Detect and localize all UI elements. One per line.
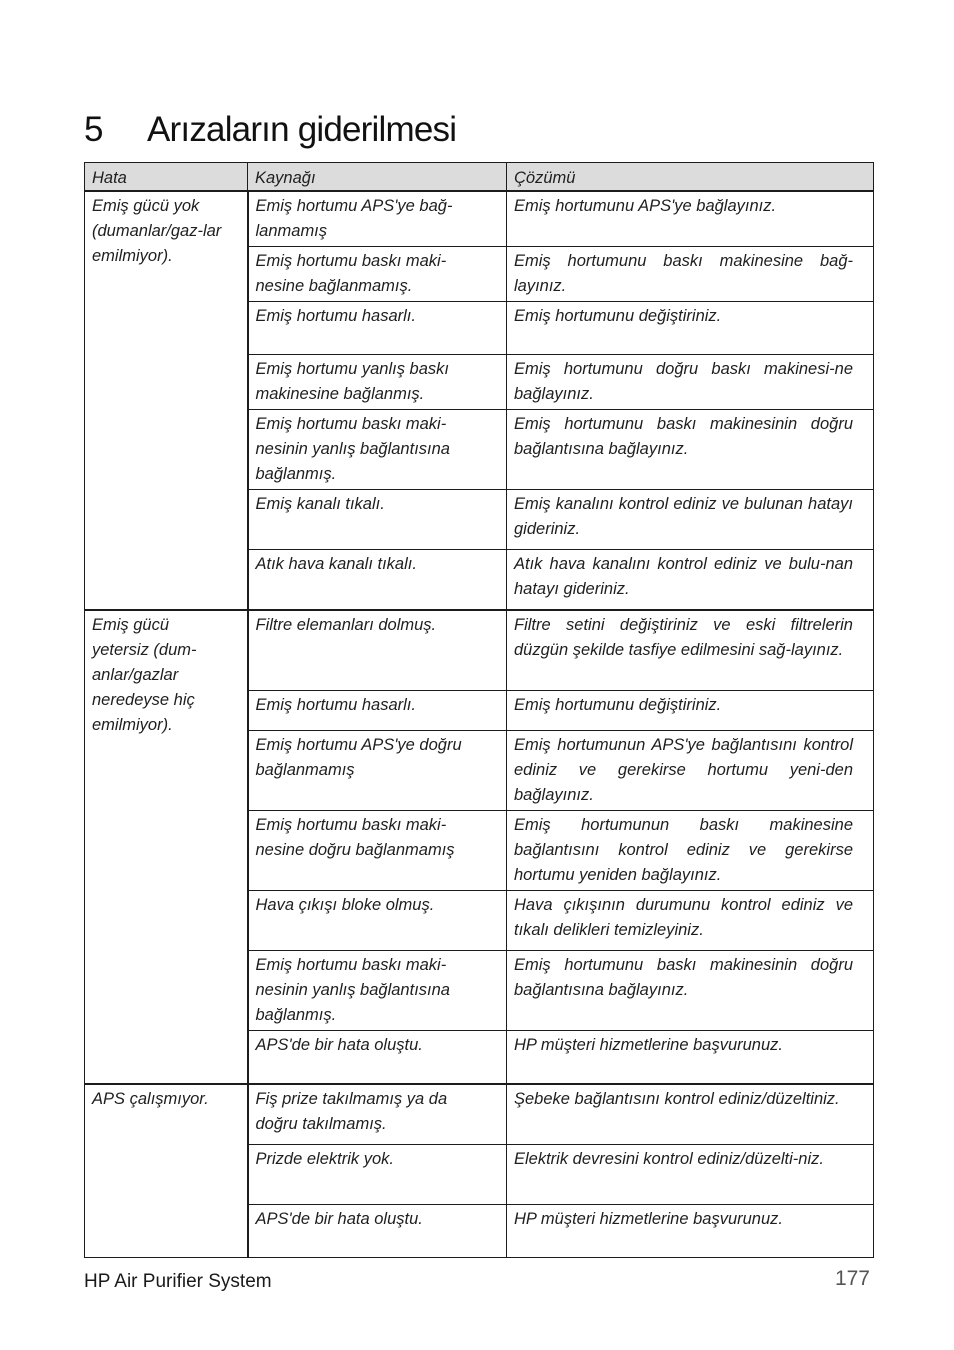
cause-cell: Atık hava kanalı tıkalı. [248, 550, 507, 611]
section-heading [84, 108, 456, 152]
solution-cell: Emiş kanalını kontrol ediniz ve bulunan hatayı gideriniz. [507, 490, 874, 550]
page-number: 177 [834, 1267, 870, 1290]
cause-cell: Emiş hortumu baskı maki-nesinin yanlış bağlantısına bağlanmış. [248, 410, 507, 490]
table-header [85, 163, 874, 192]
solution-cell: HP müşteri hizmetlerine başvurunuz. [507, 1031, 874, 1085]
cause-cell: Emiş hortumu hasarlı. [248, 302, 507, 355]
cause-cell: Filtre elemanları dolmuş. [248, 610, 507, 691]
table-row [85, 191, 874, 247]
header-row [85, 163, 874, 192]
footer-title: HP Air Purifier System [84, 1271, 272, 1292]
solution-cell: Emiş hortumunu APS'ye bağlayınız. [507, 191, 874, 247]
solution-cell: Emiş hortumunun baskı makinesine bağlantısını kontrol ediniz ve gerekirse hortumu yeniden bağlayınız. [507, 811, 874, 891]
header-cause: Kaynağı [248, 163, 507, 192]
solution-cell: Emiş hortumunu baskı makinesinin doğru bağlantısına bağlayınız. [507, 410, 874, 490]
cause-cell: Emiş hortumu yanlış baskı makinesine bağlanmış. [248, 355, 507, 410]
cause-cell: Emiş hortumu APS'ye bağ-lanmamış [248, 191, 507, 247]
table-body [85, 191, 874, 1258]
error-cell: Emiş gücü yok (dumanlar/gaz-lar emilmiyor). [85, 191, 248, 610]
header-solution: Çözümü [507, 163, 874, 192]
cause-cell: Emiş kanalı tıkalı. [248, 490, 507, 550]
solution-cell: Emiş hortumunun APS'ye bağlantısını kontrol ediniz ve gerekirse hortumu yeni-den bağlayınız. [507, 731, 874, 811]
table-row [85, 1084, 874, 1145]
section-title: Arızaların giderilmesi [147, 110, 457, 149]
cause-cell: Emiş hortumu hasarlı. [248, 691, 507, 731]
solution-cell: HP müşteri hizmetlerine başvurunuz. [507, 1205, 874, 1258]
solution-cell: Elektrik devresini kontrol ediniz/düzelti-niz. [507, 1145, 874, 1205]
cause-cell: Emiş hortumu baskı maki-nesinin yanlış bağlantısına bağlanmış. [248, 951, 507, 1031]
cause-cell: Emiş hortumu APS'ye doğru bağlanmamış [248, 731, 507, 811]
error-cell: APS çalışmıyor. [85, 1084, 248, 1258]
cause-cell: Emiş hortumu baskı maki-nesine doğru bağlanmamış [248, 811, 507, 891]
section-number: 5 [84, 110, 103, 149]
solution-cell: Emiş hortumunu değiştiriniz. [507, 691, 874, 731]
cause-cell: APS'de bir hata oluştu. [248, 1031, 507, 1085]
table-row [85, 610, 874, 691]
cause-cell: Emiş hortumu baskı maki-nesine bağlanmamış. [248, 247, 507, 302]
header-error: Hata [85, 163, 248, 192]
solution-cell: Emiş hortumunu değiştiriniz. [507, 302, 874, 355]
cause-cell: Fiş prize takılmamış ya da doğru takılmamış. [248, 1084, 507, 1145]
cause-cell: Prizde elektrik yok. [248, 1145, 507, 1205]
error-cell: Emiş gücü yetersiz (dum-anlar/gazlar neredeyse hiç emilmiyor). [85, 610, 248, 1084]
solution-cell: Hava çıkışının durumunu kontrol ediniz ve tıkalı delikleri temizleyiniz. [507, 891, 874, 951]
solution-cell: Atık hava kanalını kontrol ediniz ve bulu-nan hatayı gideriniz. [507, 550, 874, 611]
cause-cell: APS'de bir hata oluştu. [248, 1205, 507, 1258]
cause-cell: Hava çıkışı bloke olmuş. [248, 891, 507, 951]
solution-cell: Emiş hortumunu baskı makinesine bağ-layınız. [507, 247, 874, 302]
solution-cell: Filtre setini değiştiriniz ve eski filtrelerin düzgün şekilde tasfiye edilmesini sağ-layınız. [507, 610, 874, 691]
solution-cell: Emiş hortumunu doğru baskı makinesi-ne bağlayınız. [507, 355, 874, 410]
troubleshooting-table [84, 162, 874, 1258]
solution-cell: Emiş hortumunu baskı makinesinin doğru bağlantısına bağlayınız. [507, 951, 874, 1031]
solution-cell: Şebeke bağlantısını kontrol ediniz/düzeltiniz. [507, 1084, 874, 1145]
